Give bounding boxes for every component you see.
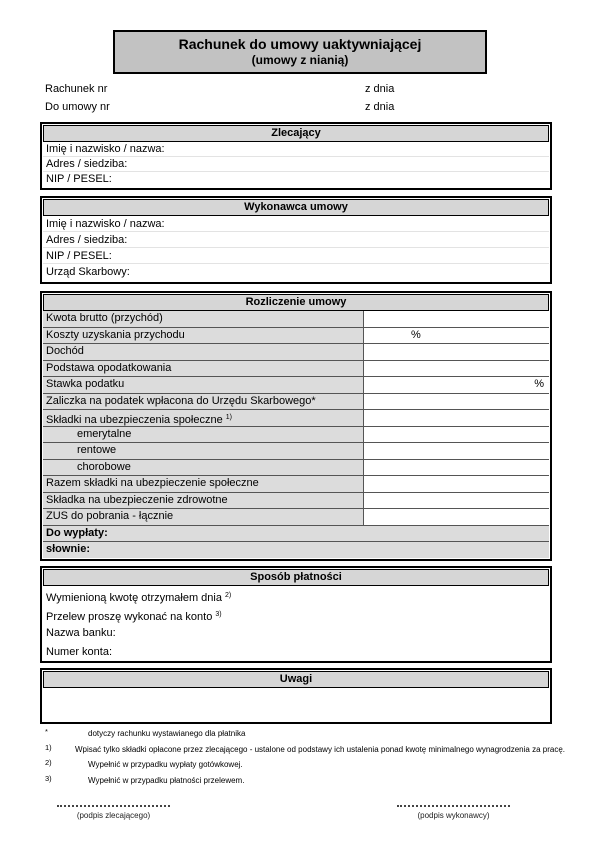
contract-number-label: Do umowy nr	[45, 101, 110, 113]
section-wykonawca	[40, 196, 552, 284]
signature-label: (podpis wykonawcy)	[417, 811, 490, 820]
row-value-cell	[364, 344, 549, 360]
row-value-cell	[364, 443, 549, 459]
row-value-cell	[364, 410, 549, 426]
transfer-label: Przelew proszę wykonać na konto	[46, 610, 216, 623]
row-label: Zaliczka na podatek wpłacona do Urzędu Skarbowego*	[43, 394, 364, 410]
form-title-box	[113, 30, 487, 74]
section-uwagi	[40, 668, 552, 724]
invoice-date-label: z dnia	[365, 83, 395, 95]
footnote-ref-2: 2)	[225, 592, 232, 599]
row-label: chorobowe	[43, 460, 364, 476]
table-row	[43, 443, 549, 460]
form-title: Rachunek do umowy uaktywniającej	[178, 36, 422, 52]
footnote-ref-3: 3)	[215, 610, 222, 618]
row-label: Dochód	[43, 344, 364, 360]
footnote-asterisk	[45, 727, 565, 743]
account-number-label: Numer konta:	[46, 645, 113, 658]
row-value-cell	[364, 311, 549, 327]
meta-lines	[45, 80, 552, 116]
footnotes	[45, 727, 565, 789]
footnote-ref-1: 1)	[225, 414, 233, 421]
cash-received-line	[43, 586, 549, 605]
footnote-1	[45, 743, 565, 759]
contract-date-label: z dnia	[365, 101, 395, 113]
wykonawca-address-label: Adres / siedziba:	[43, 232, 549, 248]
table-row	[43, 427, 549, 444]
bank-name-label: Nazwa banku:	[46, 627, 116, 639]
footnote-marker: 2)	[45, 758, 52, 767]
row-label: emerytalne	[43, 427, 364, 443]
row-label: Kwota brutto (przychód)	[43, 311, 364, 327]
zlecajacy-name-label: Imię i nazwisko / nazwa:	[43, 142, 549, 157]
footnote-marker: 3)	[45, 773, 52, 783]
footnote-text: Wypełnić w przypadku płatności przelewem.	[88, 775, 245, 785]
row-value-cell	[364, 476, 549, 492]
wykonawca-nip-label: NIP / PESEL:	[43, 248, 549, 264]
footnote-marker: 1)	[45, 742, 52, 752]
table-row	[43, 311, 549, 328]
row-label: Podstawa opodatkowania	[43, 361, 364, 377]
row-value-cell	[364, 394, 549, 410]
section-platnosc-header: Sposób płatności	[43, 569, 549, 586]
footnote-marker: *	[45, 727, 48, 736]
table-row	[43, 460, 549, 477]
contract-number-row	[45, 98, 552, 116]
signature-dotted-line	[57, 799, 170, 807]
row-label-text: Składki na ubezpieczenia społeczne	[46, 414, 226, 426]
row-value-cell	[364, 460, 549, 476]
section-rozliczenie	[40, 291, 552, 561]
section-zlecajacy-header: Zlecający	[43, 125, 549, 142]
transfer-line	[43, 605, 549, 624]
invoice-number-row	[45, 80, 552, 98]
signature-block-wykonawca	[397, 799, 510, 820]
zlecajacy-nip-label: NIP / PESEL:	[46, 173, 112, 185]
row-value-cell	[364, 427, 549, 443]
payout-row: Do wypłaty:	[43, 526, 549, 542]
footnote-3	[45, 774, 565, 790]
invoice-number-label: Rachunek nr	[45, 83, 108, 95]
row-label: Stawka podatku	[43, 377, 364, 393]
signature-block-zlecajacy	[57, 799, 170, 820]
section-wykonawca-header: Wykonawca umowy	[43, 199, 549, 216]
rozliczenie-table	[43, 311, 549, 558]
form-subtitle: (umowy z nianią)	[251, 53, 349, 67]
row-label: ZUS do pobrania - łącznie	[43, 509, 364, 525]
row-label: rentowe	[43, 443, 364, 459]
footnote-text: Wpisać tylko składki opłacone przez zlecającego - ustalone od podstawy ich ustalenia ponad kwotę minimalnego wynagrodzenia za pracę.	[74, 744, 565, 754]
table-row	[43, 361, 549, 378]
row-label	[43, 410, 364, 426]
table-row	[43, 377, 549, 394]
section-uwagi-header: Uwagi	[43, 671, 549, 688]
wykonawca-name-label: Imię i nazwisko / nazwa:	[43, 216, 549, 232]
footnote-text: Wypełnić w przypadku wypłaty gotówkowej.	[88, 760, 243, 769]
row-value-cell: %	[364, 328, 549, 344]
section-rozliczenie-header: Rozliczenie umowy	[43, 294, 549, 311]
zlecajacy-address-label: Adres / siedziba:	[43, 157, 549, 172]
table-row	[43, 344, 549, 361]
table-row	[43, 328, 549, 345]
row-value-cell	[364, 509, 549, 525]
row-label: Koszty uzyskania przychodu	[43, 328, 364, 344]
section-platnosc	[40, 566, 552, 663]
table-row	[43, 394, 549, 411]
row-value-cell	[364, 361, 549, 377]
row-value-cell	[364, 493, 549, 509]
row-value-cell: %	[364, 377, 549, 393]
table-row	[43, 476, 549, 493]
section-zlecajacy	[40, 122, 552, 190]
uwagi-empty-area	[43, 688, 549, 722]
row-label: Składka na ubezpieczenie zdrowotne	[43, 493, 364, 509]
footnote-text: dotyczy rachunku wystawianego dla płatnika	[88, 729, 246, 738]
signature-dotted-line	[397, 799, 510, 807]
footnote-2	[45, 758, 565, 774]
signature-label: (podpis zlecającego)	[76, 811, 151, 820]
table-row	[43, 493, 549, 510]
cash-received-label: Wymienioną kwotę otrzymałem dnia	[46, 592, 226, 604]
wykonawca-tax-office-label: Urząd Skarbowy:	[46, 266, 130, 278]
table-row	[43, 410, 549, 427]
row-label: Razem składki na ubezpieczenie społeczne	[43, 476, 364, 492]
table-row	[43, 509, 549, 526]
amount-in-words-row: słownie:	[43, 542, 549, 558]
